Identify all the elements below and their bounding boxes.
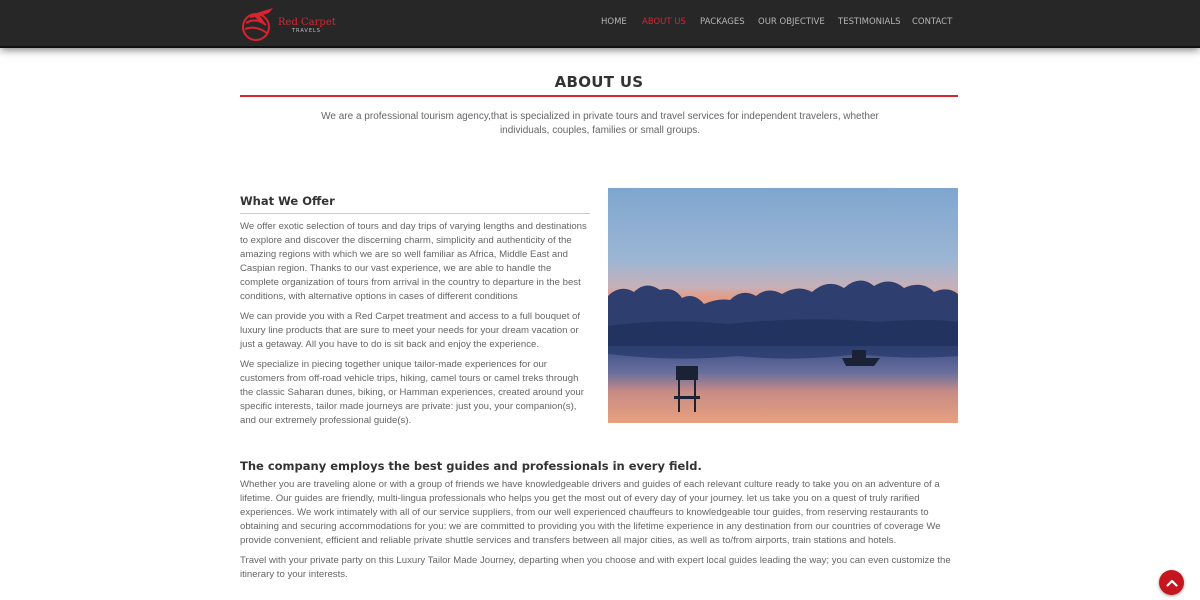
- company-paragraph: Travel with your private party on this Luxury Tailor Made Journey, departing when you choose and with expert local guides leading the way; you can even customize the itinerary to your interests.: [240, 555, 951, 580]
- nav-packages[interactable]: PACKAGES: [700, 17, 745, 27]
- offer-paragraph: We offer exotic selection of tours and day trips of varying lengths and destinations to explore and discover the discerning charm, simplicity and authenticity of the amazing regions with which we are so well familiar as Africa, Middle East and Caspian region. Thanks to our vast experience, we are able to handle the complete organization of tours from arrival in the country to departure in the best conditions, with alternative options in cases of different conditions: [240, 221, 587, 302]
- page-title: ABOUT US: [554, 73, 644, 91]
- nav-home[interactable]: HOME: [601, 17, 627, 27]
- brand-tagline: TRAVELS: [292, 28, 321, 34]
- chevron-up-icon: [1166, 579, 1178, 587]
- top-navbar: [0, 0, 1200, 48]
- title-divider: [240, 95, 958, 97]
- nav-testimonials[interactable]: TESTIMONIALS: [838, 17, 901, 27]
- main-nav: [0, 17, 1200, 31]
- nav-about-us[interactable]: ABOUT US: [642, 17, 686, 27]
- offer-heading: What We Offer: [240, 194, 335, 208]
- offer-paragraph: We specialize in piecing together unique tailor-made experiences for our customers from off-road vehicle trips, hiking, camel tours or camel treks through the classic Saharan dunes, biking, or Hamman experiences, created around your specific interests, tailor made journeys are private: just you, your companion(s), and our extremely professional guide(s).: [240, 359, 584, 426]
- nav-our-objective[interactable]: OUR OBJECTIVE: [758, 17, 825, 27]
- company-heading: The company employs the best guides and professionals in every field.: [240, 459, 702, 473]
- company-text: [240, 478, 955, 588]
- about-intro: We are a professional tourism agency,that is specialized in private tours and travel services for independent travelers, whether individuals, couples, families or small groups.: [321, 111, 879, 136]
- back-to-top-button[interactable]: [1159, 570, 1184, 595]
- offer-divider: [240, 213, 590, 214]
- sunset-lake-photo: [608, 188, 958, 423]
- offer-text: [240, 220, 592, 434]
- company-paragraph: Whether you are traveling alone or with a group of friends we have knowledgeable drivers and guides of each relevant culture ready to take you on an adventure of a lifetime. Our guides are friendly, multi-lingua professionals who helps you get the most out of every day of your journey. let us take you on a quest of truly rarified experiences. We work intimately with all of our service suppliers, from our well experienced chauffeurs to knowledgeable tour guides, from reserving restaurants to obtaining and securing accommodations for you: we are committed to providing you with the lifetime experience in any destination from our countries of coverage We provide convenient, efficient and reliable private shuttle services and transfers between all major cities, as well as to/from airports, train stations and hotels.: [240, 479, 941, 546]
- brand-name: Red Carpet: [278, 17, 336, 28]
- nav-contact[interactable]: CONTACT: [912, 17, 953, 27]
- offer-paragraph: We can provide you with a Red Carpet treatment and access to a full bouquet of luxury line products that are sure to meet your needs for your dream vacation or just a getaway. All you have to do is sit back and enjoy the experience.: [240, 311, 581, 350]
